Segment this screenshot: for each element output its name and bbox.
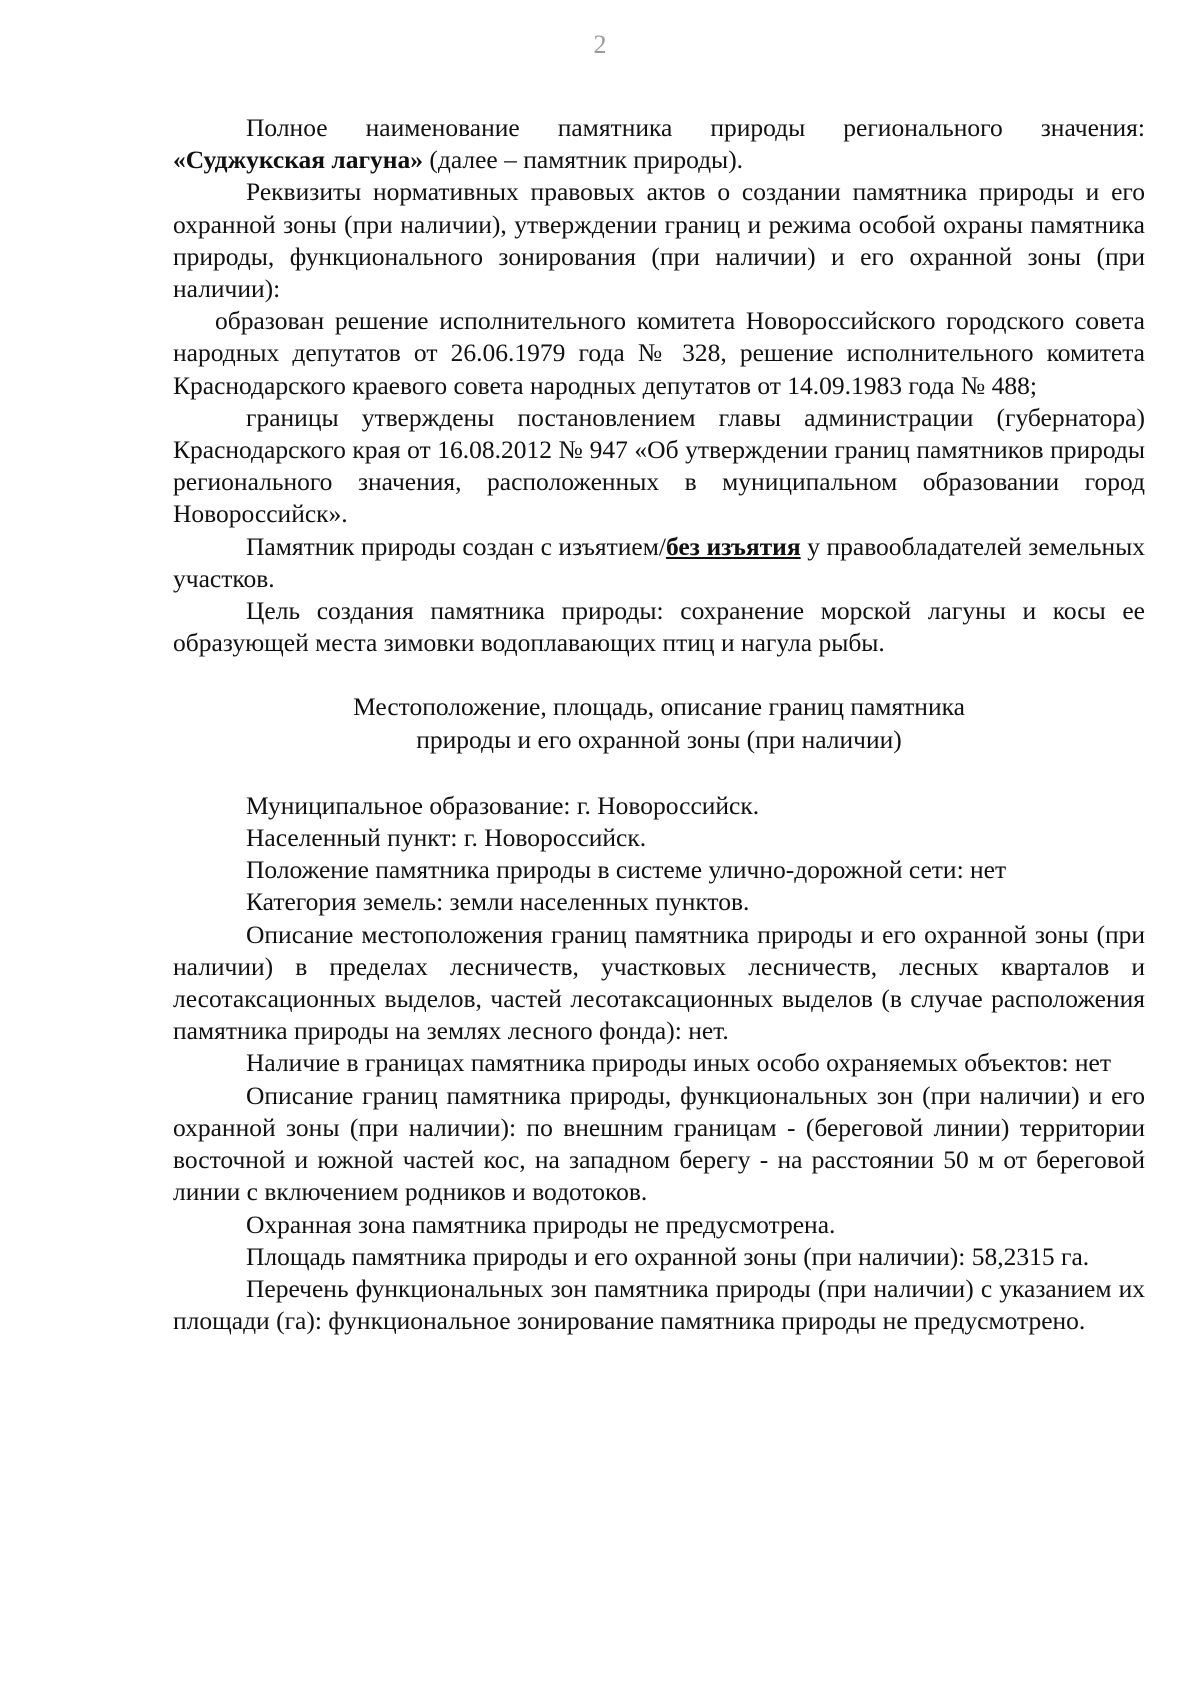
spacer [173, 659, 1145, 691]
section-heading-line-1: Местоположение, площадь, описание границ памятника [353, 692, 965, 722]
paragraph-full-name [173, 112, 1145, 176]
area-line: Площадь памятника природы и его охранной зоны (при наличии): 58,2315 га. [246, 1241, 1090, 1271]
settlement-line: Населенный пункт: г. Новороссийск. [246, 823, 647, 853]
seizure-suffix: у правообладателей земельных участков. [173, 531, 1145, 593]
road-network-line: Положение памятника природы в системе улично-дорожной сети: нет [246, 855, 1007, 885]
municipality-line: Муниципальное образование: г. Новороссийск. [246, 790, 760, 820]
paragraph-legal-acts: Реквизиты нормативных правовых актов о создании памятника природы и его охранной зоны (при наличии), утверждении границ и режима особой охраны памятника природы, функционального зонирования (при наличии) и его охранной зоны (при наличии): [173, 177, 1145, 304]
paragraph-seizure [173, 531, 1145, 595]
full-name-suffix: (далее – памятник природы). [423, 145, 744, 175]
paragraph-boundaries-approved: границы утверждены постановлением главы администрации (губернатора) Краснодарского края от 16.08.2012 № 947 «Об утверждении границ памятников природы регионального значения, расположенных в муниципальном образовании город Новороссийск». [173, 402, 1145, 529]
land-category-line: Категория земель: земли населенных пунктов. [246, 887, 750, 917]
boundaries-description: Описание границ памятника природы, функциональных зон (при наличии) и его охранной зоны (при наличии): по внешним границам - (береговой линии) территории восточной и южной частей кос, на западном берегу - на расстоянии 50 м от береговой линии с включением родников и водотоков. [173, 1080, 1145, 1207]
spacer [173, 756, 1145, 790]
page-number: 2 [593, 30, 607, 59]
paragraph-purpose: Цель создания памятника природы: сохранение морской лагуны и косы ее образующей места зимовки водоплавающих птиц и нагула рыбы. [173, 596, 1145, 658]
monument-name: «Суджукская лагуна» [173, 145, 423, 175]
section-heading-line-2: природы и его охранной зоны (при наличии) [416, 724, 902, 754]
forestry-description: Описание местоположения границ памятника природы и его охранной зоны (при наличии) в пределах лесничеств, участковых лесничеств, лесных кварталов и лесотаксационных выделов, частей лесотаксационных выделов (в случае расположения памятника природы на землях лесного фонда): нет. [173, 919, 1145, 1046]
paragraph-established-by: образован решение исполнительного комитета Новороссийского городского совета народных депутатов от 26.06.1979 года № 328, решение исполнительного комитета Краснодарского краевого совета народных депутатов от 14.09.1983 года № 488; [173, 306, 1145, 400]
without-seizure: без изъятия [665, 531, 801, 561]
document-body [173, 112, 1145, 1337]
protection-zone-line: Охранная зона памятника природы не предусмотрена. [246, 1209, 836, 1239]
seizure-prefix: Памятник природы создан с изъятием/ [246, 531, 666, 561]
full-name-prefix: Полное наименование памятника природы регионального значения: [246, 113, 1145, 142]
functional-zones-line: Перечень функциональных зон памятника природы (при наличии) с указанием их площади (га): функциональное зонирование памятника природы не предусмотрено. [173, 1273, 1145, 1336]
other-protected-objects: Наличие в границах памятника природы иных особо охраняемых объектов: нет [246, 1048, 1112, 1078]
